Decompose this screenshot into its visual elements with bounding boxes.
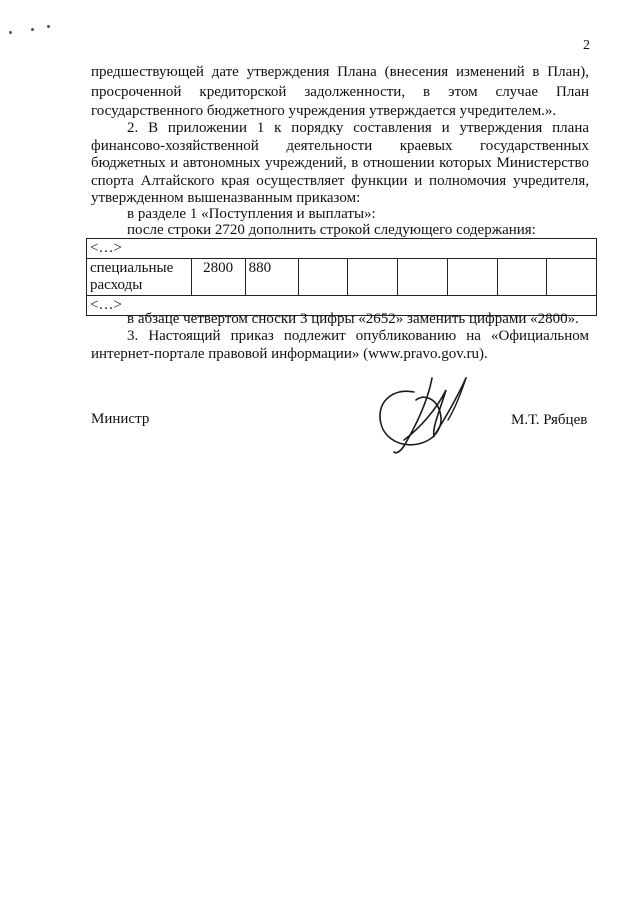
empty-cell xyxy=(348,259,398,296)
footnote-line: в абзаце четвертом сноски 3 цифры «2652» заменить цифрами «2800». xyxy=(127,311,579,327)
empty-cell xyxy=(497,259,547,296)
row-code-cell: 2800 xyxy=(191,259,245,296)
paragraph-2-line-4: спорта Алтайского края осуществляет функции и полномочия учредителя, xyxy=(91,173,589,189)
paragraph-2-line-2: финансово-хозяйственной деятельности краевых государственных xyxy=(91,138,589,154)
ellipsis-cell-top: <…> xyxy=(87,239,597,259)
empty-cell xyxy=(547,259,597,296)
paragraph-3-line-1: 3. Настоящий приказ подлежит опубликованию на «Официальном xyxy=(127,328,589,344)
page-number: 2 xyxy=(583,38,590,53)
table-ellipsis-row-top xyxy=(87,239,597,259)
continuation-line-1: предшествующей дате утверждения Плана (внесения изменений в План), xyxy=(91,64,589,80)
continuation-line-3: государственного бюджетного учреждения утверждается учредителем.». xyxy=(91,103,557,119)
empty-cell xyxy=(398,259,448,296)
paragraph-3-line-2: интернет-портале правовой информации» (www.pravo.gov.ru). xyxy=(91,346,488,362)
signatory-name: М.Т. Рябцев xyxy=(511,412,588,428)
insert-table xyxy=(86,238,597,316)
scan-mark xyxy=(47,25,50,28)
handwritten-signature xyxy=(374,370,480,460)
ellipsis-cell-bottom: <…> xyxy=(87,296,597,316)
row-kosgu-cell: 880 xyxy=(245,259,298,296)
scan-mark xyxy=(9,31,12,34)
row-name-cell: специальные расходы xyxy=(87,259,192,296)
after-row-line: после строки 2720 дополнить строкой следующего содержания: xyxy=(127,222,536,238)
table-row-special-expenses xyxy=(87,259,597,296)
empty-cell xyxy=(447,259,497,296)
empty-cell xyxy=(298,259,348,296)
section-line: в разделе 1 «Поступления и выплаты»: xyxy=(127,206,376,222)
paragraph-2-line-3: бюджетных и автономных учреждений, в отношении которых Министерство xyxy=(91,155,589,171)
paragraph-2-line-5: утвержденном вышеназванным приказом: xyxy=(91,190,361,206)
signatory-title: Министр xyxy=(91,411,150,427)
paragraph-2-line-1: 2. В приложении 1 к порядку составления и утверждения плана xyxy=(127,120,589,136)
scan-mark xyxy=(31,28,34,31)
continuation-line-2: просроченной кредиторской задолженности, в этом случае План xyxy=(91,84,589,100)
